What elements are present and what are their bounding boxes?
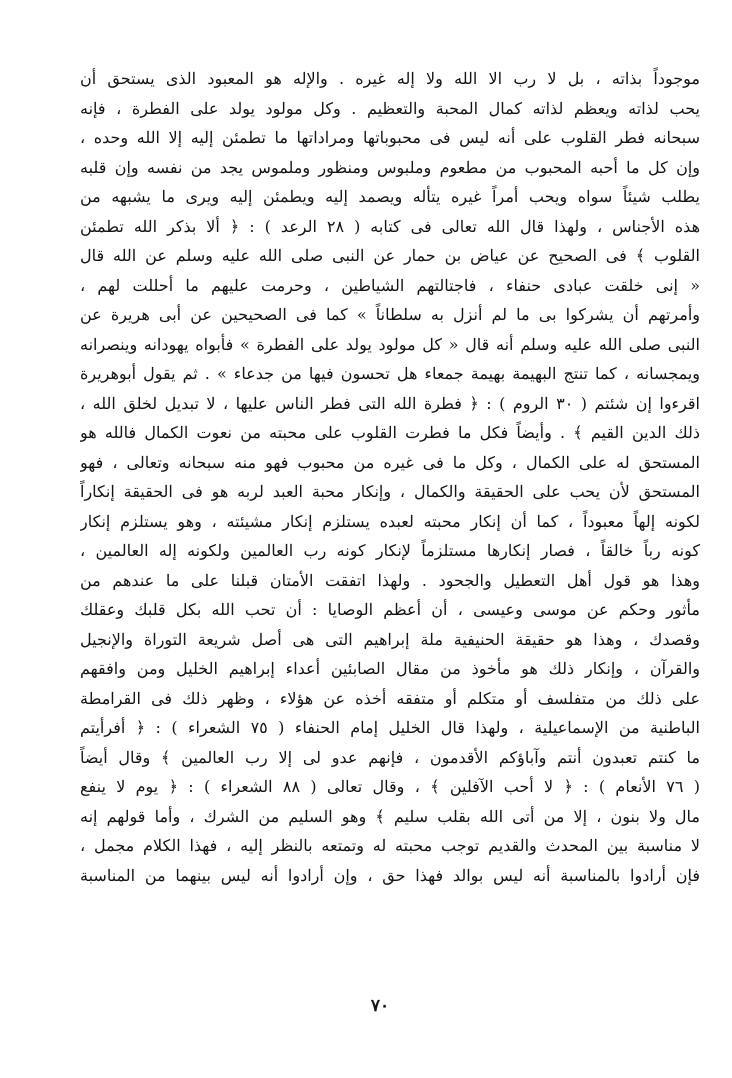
text-line: لا مناسبة بين المحدث والقديم توجب محبته له وتمتعه بالنظر إليه ، فهذا الكلام مجمل ، — [80, 836, 700, 855]
text-line: على ذلك من متفلسف أو متكلم أو متفقه أخذه عن هؤلاء ، وظهر ذلك فى القرامطة — [80, 688, 700, 708]
text-line: ( ٧٦ الأنعام ) : ﴿ لا أحب الآفلين ﴾ ، وقال تعالى ( ٨٨ الشعراء ) : ﴿ يوم لا ينفع — [80, 777, 700, 796]
text-line: النبى صلى الله عليه وسلم أنه قال « كل مولود يولد على الفطرة » فأبواه يهودانه وينصرانه — [80, 334, 700, 354]
text-line: وقصدك ، وهذا هو حقيقة الحنيفية ملة إبراهيم التى هى أصل شريعة التوراة والإنجيل — [80, 629, 700, 649]
text-line: الباطنية من الإسماعيلية ، ولهذا قال الخليل إمام الحنفاء ( ٧٥ الشعراء ) : ﴿ أفرأيتم — [80, 718, 700, 737]
text-line: ما كنتم تعبدون أنتم وآباؤكم الأقدمون ، فإنهم عدو لى إلا رب العالمين ﴾ وقال أيضاً — [80, 747, 700, 767]
text-line: مال ولا بنون ، إلا من أتى الله بقلب سليم ﴾ وهو السليم من الشرك ، وأما قولهم إنه — [80, 806, 700, 826]
text-line: يحب لذاته ويعظم لذاته كمال المحبة والتعظيم . وكل مولود يولد على الفطرة ، فإنه — [80, 98, 700, 118]
text-line: ذلك الدين القيم ﴾ . وأيضاً فكل ما فطرت القلوب على محبته من نعوت الكمال فالله هو — [80, 423, 700, 442]
text-line: موجوداً بذاته ، بل لا رب الا الله ولا إله غيره . والإله هو المعبود الذى يستحق أن — [80, 69, 700, 88]
page-number: ٧٠ — [370, 996, 390, 1016]
text-line: المستحق لأن يحب على الحقيقة والكمال ، وإنكار محبة العبد لربه هو فى الحقيقة إنكاراً — [80, 482, 700, 501]
text-line: القلوب ﴾ فى الصحيح عن عياض بن حمار عن النبى صلى الله عليه وسلم عن الله قال — [80, 246, 700, 265]
text-line: كونه رباً خالقاً ، فصار إنكارها مستلزماً لإنكار كونه رب العالمين ولكونه إله العالمين ، — [80, 541, 700, 560]
body-text — [80, 64, 700, 890]
text-line: مأثور وحكم عن موسى وعيسى ، أن أعظم الوصايا : أن تحب الله بكل قلبك وعقلك — [80, 600, 700, 619]
text-line: سبحانه فطر القلوب على أنه ليس فى محبوباتها ومراداتها ما تطمئن إليه إلا الله وحده ، — [80, 128, 700, 147]
text-line: هذه الأجناس ، ولهذا قال الله تعالى فى كتابه ( ٢٨ الرعد ) : ﴿ ألا بذكر الله تطمئن — [80, 216, 700, 236]
text-line: المستحق له على الكمال ، وكل ما فى غيره من محبوب فهو منه سبحانه وتعالى ، فهو — [80, 452, 700, 472]
text-line: يطلب شيئاً سواه ويحب أمراً غيره يتأله ويصمد إليه ويطمئن إليه ويرى ما يشبهه من — [80, 187, 700, 206]
text-line: والقرآن ، وإنكار ذلك هو مأخوذ من مقال الصابئين أعداء إبراهيم الخليل ومن وافقهم — [80, 659, 700, 678]
text-line: اقرءوا إن شئتم ( ٣٠ الروم ) : ﴿ فطرة الله التى فطر الناس عليها ، لا تبديل لخلق الله ، — [80, 393, 700, 413]
text-line: وأمرتهم أن يشركوا بى ما لم أنزل به سلطاناً » كما فى الصحيحين عن أبى هريرة عن — [80, 305, 700, 324]
text-line: وهذا هو قول أهل التعطيل والجحود . ولهذا اتفقت الأمتان قبلنا على ما عندهم من — [80, 570, 700, 590]
text-line: ويمجسانه ، كما تنتج البهيمة بهيمة جمعاء هل تحسون فيها من جدعاء » . ثم يقول أبوهريرة — [80, 364, 700, 383]
text-line: وإن كل ما أحبه المحبوب من مطعوم وملبوس ومنظور وملموس يجد من نفسه وإن قلبه — [80, 157, 700, 177]
text-line: فإن أرادوا بالمناسبة أنه ليس بوالد فهذا حق ، وإن أرادوا أنه ليس بينهما من المناسبة — [80, 865, 700, 885]
text-line: لكونه إلهاً معبوداً ، كما أن إنكار محبته لعبده يستلزم إنكار مشيئته ، وهو يستلزم إنكار — [80, 511, 700, 531]
text-line: « إنى خلقت عبادى حنفاء ، فاجتالتهم الشياطين ، وحرمت عليهم ما أحللت لهم ، — [80, 275, 700, 295]
